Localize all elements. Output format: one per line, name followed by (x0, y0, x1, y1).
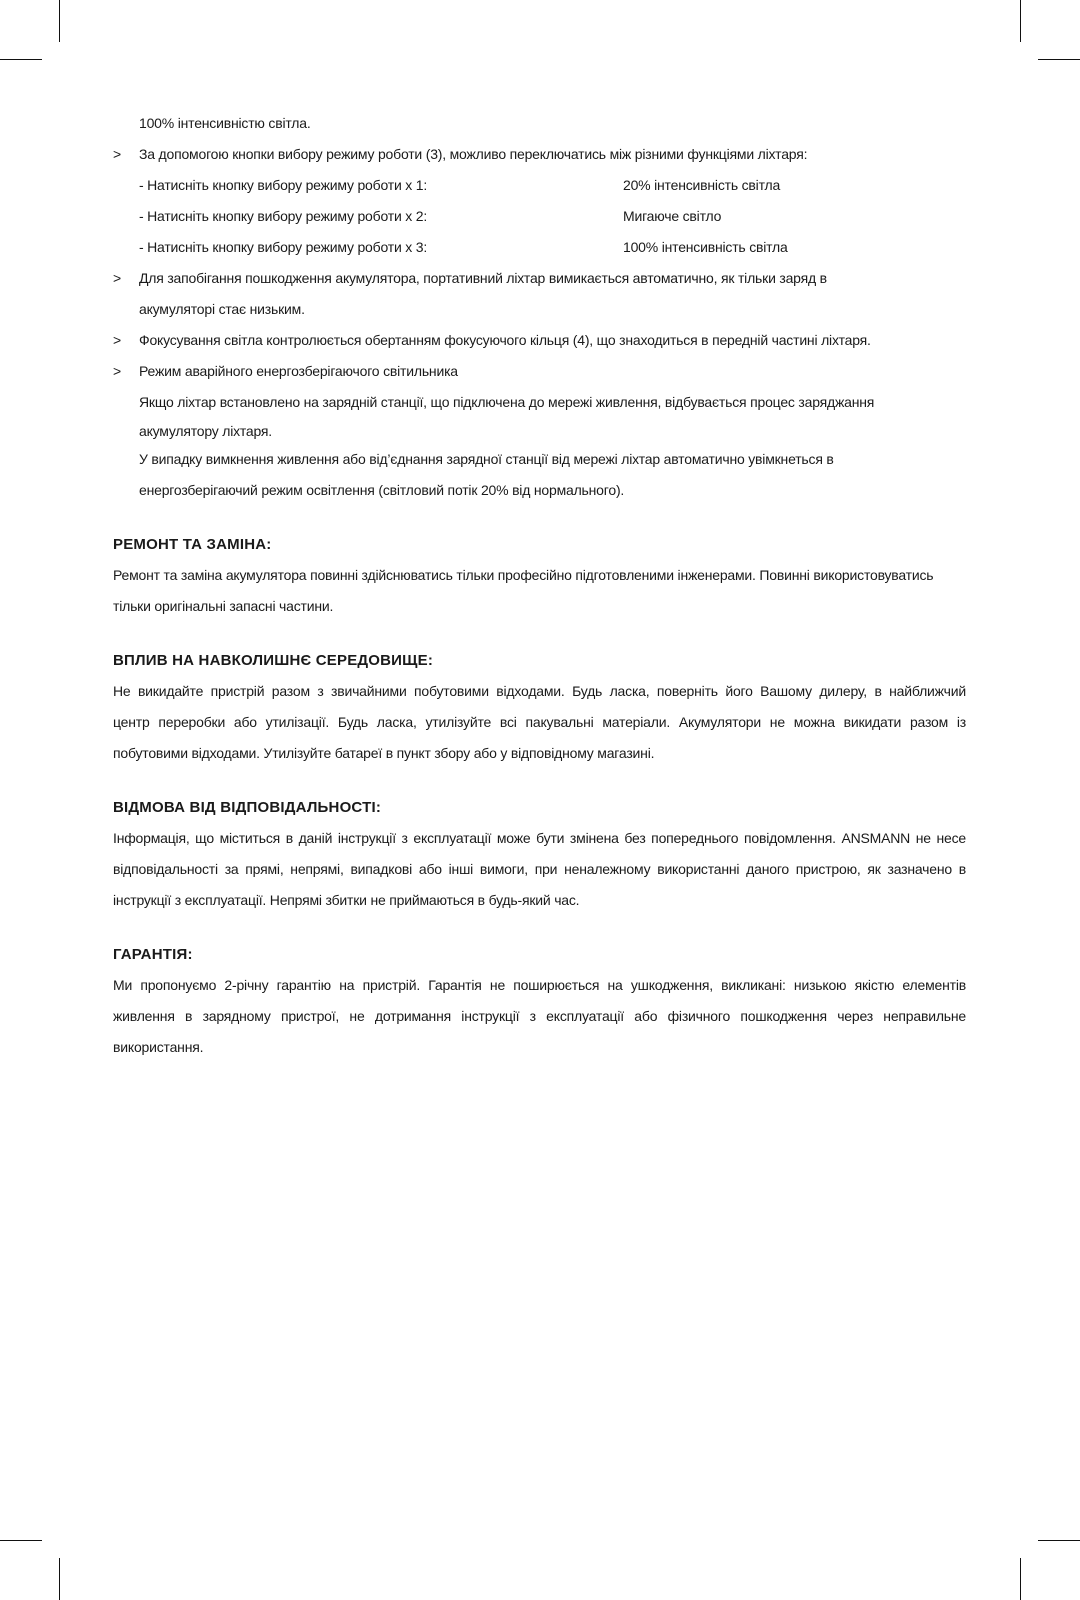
paragraph-line: Інформація, що міститься в даній інструкції з експлуатації може бути змінена без попереднього повідомлення. ANSMANN не несе (113, 830, 966, 846)
mode-option-2 (113, 201, 966, 232)
repair-section (113, 530, 966, 622)
section-paragraph (113, 676, 966, 769)
paragraph-line: живлення в зарядному пристрої, не дотримання інструкції з експлуатації або фізичного пошкодження через неправильне (113, 1008, 966, 1024)
disclaimer-section (113, 793, 966, 916)
section-heading: РЕМОНТ ТА ЗАМІНА: (113, 536, 272, 553)
focus-text: Фокусування світла контролюється обертанням фокусуючого кільця (4), що знаходиться в передній частині ліхтаря. (139, 332, 871, 348)
crop-mark-top-right (1020, 0, 1021, 42)
paragraph-line: центр переробки або утилізації. Будь ласка, утилізуйте всі пакувальні матеріали. Акумулятори не можна викидати разом із (113, 714, 966, 730)
emergency-title: Режим аварійного енергозберігаючого світильника (139, 363, 458, 379)
emergency-paragraph-2-line-2: енергозберігаючий режим освітлення (світловий потік 20% від нормального). (139, 482, 625, 498)
paragraph-line: Ми пропонуємо 2-річну гарантію на пристрій. Гарантія не поширюється на ушкодження, викликані: низькою якістю елементів (113, 977, 966, 993)
crop-mark-bottom-left-horizontal (0, 1540, 42, 1541)
focus-bullet (113, 325, 966, 356)
crop-mark-top-left (59, 0, 60, 42)
mode-option-label: - Натисніть кнопку вибору режиму роботи х 3: (139, 239, 428, 255)
emergency-paragraph-1-line-1: Якщо ліхтар встановлено на зарядній станції, що підключена до мережі живлення, відбувається процес заряджання (139, 394, 875, 410)
protection-bullet (113, 263, 966, 294)
warranty-section (113, 940, 966, 1063)
section-heading: ГАРАНТІЯ: (113, 946, 193, 963)
bullet-marker: > (113, 270, 121, 286)
mode-option-1 (113, 170, 966, 201)
document-body (113, 108, 966, 1063)
mode-option-value: 20% інтенсивність світла (623, 177, 781, 193)
environment-section (113, 646, 966, 769)
protection-text-line-1: Для запобігання пошкодження акумулятора, портативний ліхтар вимикається автоматично, як тільки заряд в (139, 270, 827, 286)
crop-mark-bottom-right (1020, 1558, 1021, 1600)
section-heading: ВІДМОВА ВІД ВІДПОВІДАЛЬНОСТІ: (113, 799, 382, 816)
crop-mark-bottom-right-horizontal (1038, 1540, 1080, 1541)
paragraph-line: відповідальності за прямі, непрямі, випадкові або інші вимоги, при неналежному використанні даного пристрою, як зазначено в (113, 861, 966, 877)
paragraph-line: Ремонт та заміна акумулятора повинні здійснюватись тільки професійно підготовленими інженерами. Повинні використовуватись (113, 567, 934, 583)
bullet-marker: > (113, 332, 121, 348)
crop-mark-top-left-horizontal (0, 59, 42, 60)
mode-bullet-text: За допомогою кнопки вибору режиму роботи (3), можливо переключатись між різними функціями ліхтаря: (139, 146, 808, 162)
mode-bullet (113, 139, 966, 170)
bullet-marker: > (113, 363, 121, 379)
section-paragraph (113, 823, 966, 916)
continuation-line: 100% інтенсивністю світла. (139, 115, 311, 131)
mode-option-value: 100% інтенсивність світла (623, 239, 788, 255)
mode-option-3 (113, 232, 966, 263)
paragraph-line: Не викидайте пристрій разом з звичайними побутовими відходами. Будь ласка, поверніть його Вашому дилеру, в найближчий (113, 683, 966, 699)
emergency-paragraph-1-line-2: акумулятору ліхтаря. (139, 423, 272, 439)
crop-mark-bottom-left (59, 1558, 60, 1600)
bullet-marker: > (113, 146, 121, 162)
paragraph-line: інструкції з експлуатації. Непрямі збитки не приймаються в будь-який час. (113, 892, 580, 908)
mode-option-value: Мигаюче світло (623, 208, 722, 224)
emergency-bullet (113, 356, 966, 387)
paragraph-line: побутовими відходами. Утилізуйте батареї в пункт збору або у відповідному магазині. (113, 745, 655, 761)
section-paragraph (113, 560, 966, 622)
crop-mark-top-right-horizontal (1038, 59, 1080, 60)
section-heading: ВПЛИВ НА НАВКОЛИШНЄ СЕРЕДОВИЩЕ: (113, 652, 434, 669)
section-paragraph (113, 970, 966, 1063)
emergency-paragraph-2-line-1: У випадку вимкнення живлення або від’єднання зарядної станції від мережі ліхтар автоматично увімкнеться в (139, 451, 834, 467)
protection-text-line-2: акумуляторі стає низьким. (139, 301, 305, 317)
mode-option-label: - Натисніть кнопку вибору режиму роботи х 2: (139, 208, 428, 224)
paragraph-line: використання. (113, 1039, 204, 1055)
paragraph-line: тільки оригінальні запасні частини. (113, 598, 334, 614)
mode-option-label: - Натисніть кнопку вибору режиму роботи х 1: (139, 177, 428, 193)
